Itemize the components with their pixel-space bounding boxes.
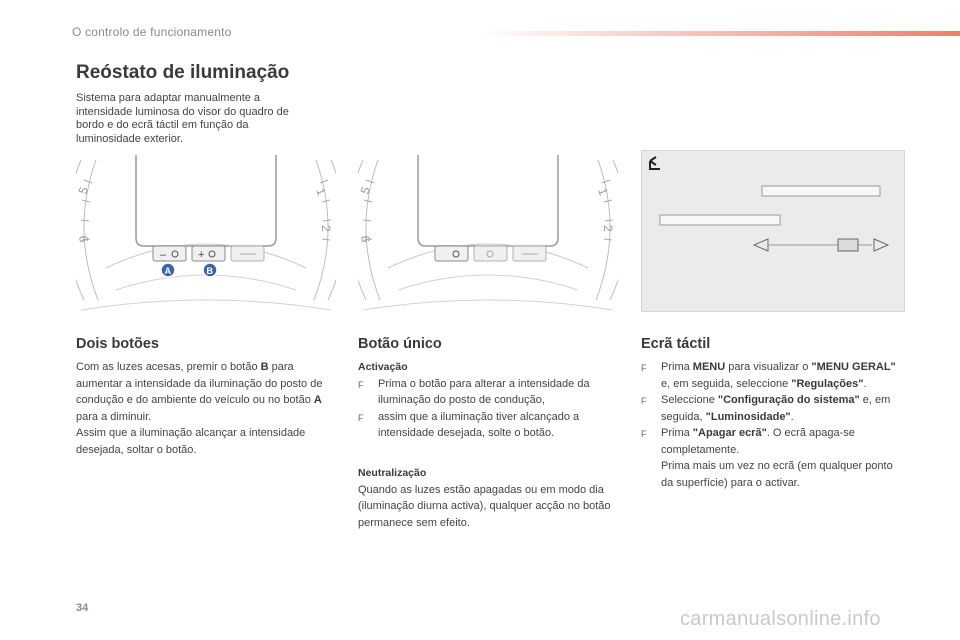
heading-two-buttons: Dois botões [76,336,159,352]
neutralization-paragraph: Quando as luzes estão apagadas ou em modo dia (iluminação diurna activa), qualquer acção no botão permanece sem efeito. [358,483,611,529]
reactivate-paragraph: Prima mais um vez no ecrã (em qualquer ponto da superfície) para o activar. [661,460,893,489]
list-item: F Prima "Apagar ecrã". O ecrã apaga-se completamente. [641,425,903,458]
button-a-label: A [164,266,171,276]
plus-button-label: + [198,249,205,261]
two-buttons-text [76,359,338,458]
svg-text:5: 5 [76,184,92,197]
intro-text: Sistema para adaptar manualmente a intensidade luminosa do visor do quadro de bordo e do ecrã táctil em função da luminosidade exterior. [76,92,289,145]
bullet-icon: F [358,412,364,423]
page-title: Reóstato de iluminação [76,62,290,83]
svg-text:2: 2 [319,225,333,232]
dashboard-single-button-illustration [358,150,618,312]
bullet-icon: F [358,379,364,390]
svg-text:1: 1 [313,186,329,198]
list-item: F assim que a iluminação tiver alcançado a intensidade desejada, solte o botão. [358,409,620,442]
dashboard-two-buttons-illustration [76,150,336,312]
list-item: F Seleccione "Configuração do sistema" e, em seguida, "Luminosidade". [641,392,903,425]
svg-text:2: 2 [601,225,615,232]
section-header: O controlo de funcionamento [72,25,232,39]
two-buttons-paragraph-1: Com as luzes acesas, premir o botão B para aumentar a intensidade da iluminação do posto de condução e do ambiente do veículo ou no botão A para a diminuir. [76,361,323,423]
header-accent-bar [478,31,960,36]
minus-button-label: – [160,249,167,261]
heading-touch-screen: Ecrã táctil [641,336,711,352]
activation-subheading: Activação [358,361,408,373]
touch-screen-text [641,359,903,491]
svg-text:9: 9 [76,235,91,243]
heading-single-button: Botão único [358,336,442,352]
svg-text:5: 5 [358,184,374,197]
svg-text:9: 9 [358,235,373,243]
watermark: carmanualsonline.info [680,608,881,630]
list-item: F Prima o botão para alterar a intensidade da iluminação do posto de condução, [358,376,620,409]
bullet-icon: F [641,396,647,406]
neutralization-subheading: Neutralização [358,467,427,479]
bullet-icon: F [641,363,647,373]
neutralization-text [358,465,620,531]
touch-screen-illustration [641,150,905,312]
two-buttons-paragraph-2: Assim que a iluminação alcançar a intensidade desejada, soltar o botão. [76,427,306,456]
single-button-text [358,359,620,442]
page-number: 34 [76,602,89,614]
svg-text:1: 1 [595,186,611,198]
button-b-label: B [206,266,213,276]
bullet-icon: F [641,429,647,439]
list-item: F Prima MENU para visualizar o "MENU GERAL" e, em seguida, seleccione "Regulações". [641,359,903,392]
